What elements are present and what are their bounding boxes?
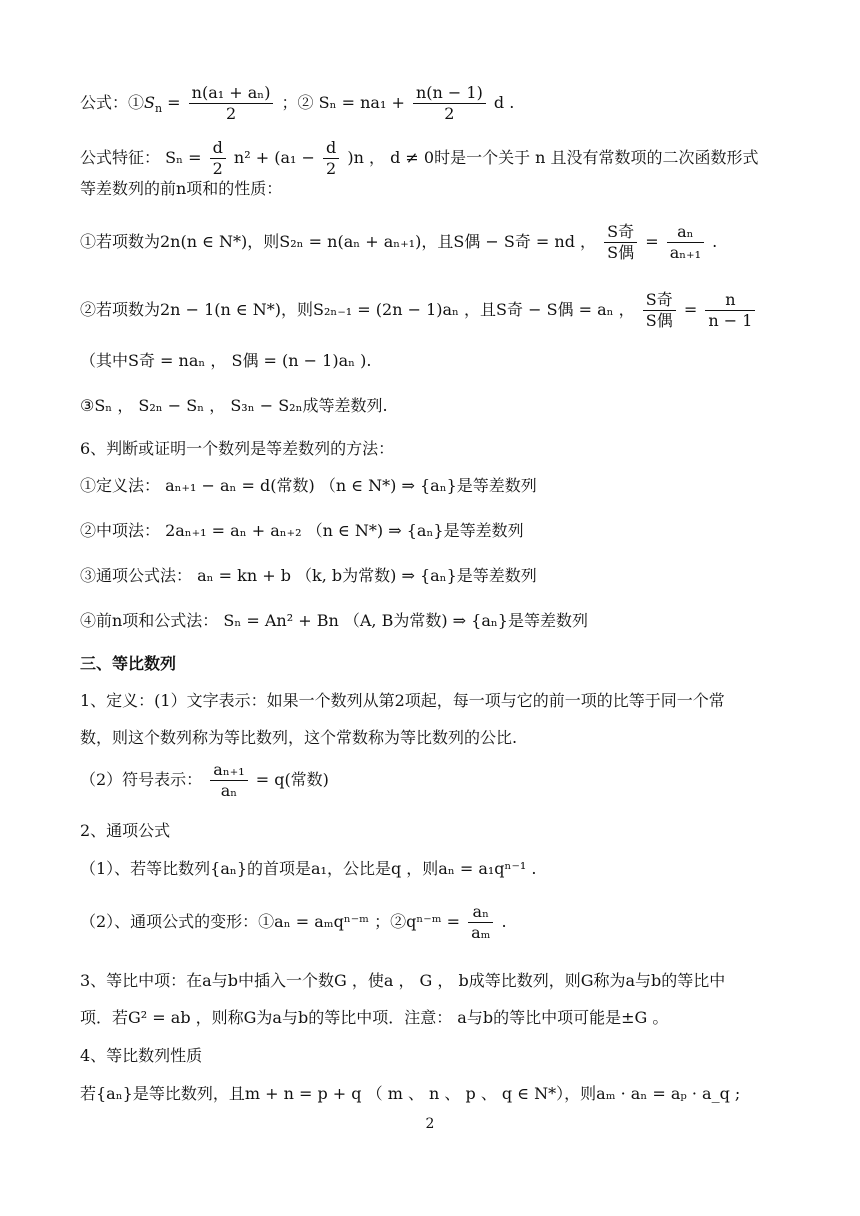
numerator: d bbox=[323, 138, 339, 159]
text: . bbox=[501, 912, 507, 931]
text-line: ③Sₙ ， S₂ₙ − Sₙ ， S₃ₙ − S₂ₙ成等差数列. bbox=[80, 396, 388, 415]
text-line: 数，则这个数列称为等比数列，这个常数称为等比数列的公比. bbox=[80, 728, 518, 747]
fraction bbox=[468, 902, 493, 943]
text: 公式特征： bbox=[80, 148, 161, 167]
property-heading: 等差数列的前n项和的性质： bbox=[80, 179, 283, 198]
numerator: S奇 bbox=[604, 222, 637, 243]
formula-feature-line bbox=[80, 138, 759, 179]
text: S bbox=[144, 93, 155, 112]
denominator: aₘ bbox=[471, 923, 491, 942]
symbol-definition bbox=[80, 760, 329, 801]
text: . bbox=[712, 232, 718, 251]
text-line: 4、等比数列性质 bbox=[80, 1046, 203, 1065]
numerator: aₙ₊₁ bbox=[210, 760, 247, 781]
text: ②若项数为2n − 1(n ∈ N*)，则S₂ₙ₋₁ = (2n − 1)aₙ ，且S奇 − S偶 = aₙ ， bbox=[80, 300, 635, 319]
numerator: d bbox=[210, 138, 226, 159]
numerator: n(a₁ + aₙ) bbox=[189, 83, 274, 104]
text: d . bbox=[493, 93, 515, 112]
definition-method: ①定义法： aₙ₊₁ − aₙ = d(常数) （n ∈ N*) ⇒ {aₙ}是等差数列 bbox=[80, 476, 537, 495]
even-terms-property bbox=[80, 222, 717, 263]
denominator: 2 bbox=[212, 159, 223, 178]
text: = bbox=[683, 300, 698, 319]
text: = bbox=[162, 93, 181, 112]
denominator: aₙ₊₁ bbox=[669, 243, 702, 262]
text: ①若项数为2n(n ∈ N*)，则S₂ₙ = n(aₙ + aₙ₊₁)，且S偶 − S奇 = nd ， bbox=[80, 232, 597, 251]
middle-term-method: ②中项法： 2aₙ₊₁ = aₙ + aₙ₊₂ （n ∈ N*) ⇒ {aₙ}是等差数列 bbox=[80, 521, 524, 540]
numerator: n(n − 1) bbox=[413, 83, 486, 104]
numerator: aₙ bbox=[667, 222, 704, 243]
text: 公式：① bbox=[80, 93, 145, 112]
text-line: （其中S奇 = naₙ ， S偶 = (n − 1)aₙ ). bbox=[80, 351, 372, 370]
text: = q(常数) bbox=[255, 770, 329, 789]
denominator: 2 bbox=[444, 104, 455, 123]
text: d ≠ 0时是一个关于 n 且没有常数项的二次函数形式 bbox=[390, 148, 759, 167]
numerator: aₙ bbox=[468, 902, 493, 923]
text: = bbox=[645, 232, 659, 251]
text-line: 1、定义：(1）文字表示：如果一个数列从第2项起，每一项与它的前一项的比等于同一个常 bbox=[80, 691, 725, 710]
text: （2）、通项公式的变形：①aₙ = aₘqⁿ⁻ᵐ ；②qⁿ⁻ᵐ = bbox=[80, 912, 460, 931]
fraction bbox=[643, 290, 676, 331]
fraction bbox=[210, 138, 226, 179]
denominator: n − 1 bbox=[708, 311, 753, 330]
denominator: aₙ bbox=[220, 781, 238, 800]
general-term-variant bbox=[80, 902, 507, 943]
text: （2）符号表示： bbox=[80, 770, 203, 789]
fraction bbox=[413, 83, 486, 124]
text: Sₙ = bbox=[165, 148, 202, 167]
text: n bbox=[154, 102, 163, 116]
text-line: （1）、若等比数列{aₙ}的首项是a₁，公比是q ，则aₙ = a₁qⁿ⁻¹ . bbox=[80, 859, 537, 878]
fraction bbox=[705, 290, 755, 331]
text: Sₙ = na₁ + bbox=[318, 93, 405, 112]
fraction bbox=[323, 138, 339, 179]
sum-formula-method: ④前n项和公式法： Sₙ = An² + Bn （A, B为常数) ⇒ {aₙ}是等差数列 bbox=[80, 611, 588, 630]
text-line: 项．若G² = ab ，则称G为a与b的等比中项．注意： a与b的等比中项可能是±G 。 bbox=[80, 1008, 669, 1027]
general-term-method: ③通项公式法： aₙ = kn + b （k, b为常数) ⇒ {aₙ}是等差数列 bbox=[80, 566, 537, 585]
odd-terms-property bbox=[80, 290, 758, 331]
numerator: n bbox=[705, 290, 755, 311]
text-line: 若{aₙ}是等比数列，且m + n = p + q （ m 、 n 、 p 、 q ∈ N*），则aₘ · aₙ = aₚ · a_q ; bbox=[80, 1084, 741, 1103]
fraction bbox=[189, 83, 274, 124]
text-line: 3、等比中项：在a与b中插入一个数G ，使a ， G ， b成等比数列，则G称为a与b的等比中 bbox=[80, 971, 726, 990]
sum-formula-line bbox=[80, 83, 514, 124]
numerator: S奇 bbox=[643, 290, 676, 311]
text: n² + (a₁ − bbox=[233, 148, 315, 167]
text: ；② bbox=[281, 93, 314, 112]
denominator: S偶 bbox=[645, 311, 673, 330]
fraction bbox=[604, 222, 637, 263]
page-number: 2 bbox=[425, 1116, 435, 1132]
denominator: 2 bbox=[326, 159, 337, 178]
text-line: 2、通项公式 bbox=[80, 821, 171, 840]
fraction bbox=[210, 760, 247, 801]
denominator: S偶 bbox=[607, 243, 635, 262]
denominator: 2 bbox=[225, 104, 237, 123]
text: )n ， bbox=[347, 148, 385, 167]
text-line: 6、判断或证明一个数列是等差数列的方法： bbox=[80, 439, 395, 458]
section-heading: 三、等比数列 bbox=[80, 654, 177, 673]
fraction bbox=[667, 222, 704, 263]
